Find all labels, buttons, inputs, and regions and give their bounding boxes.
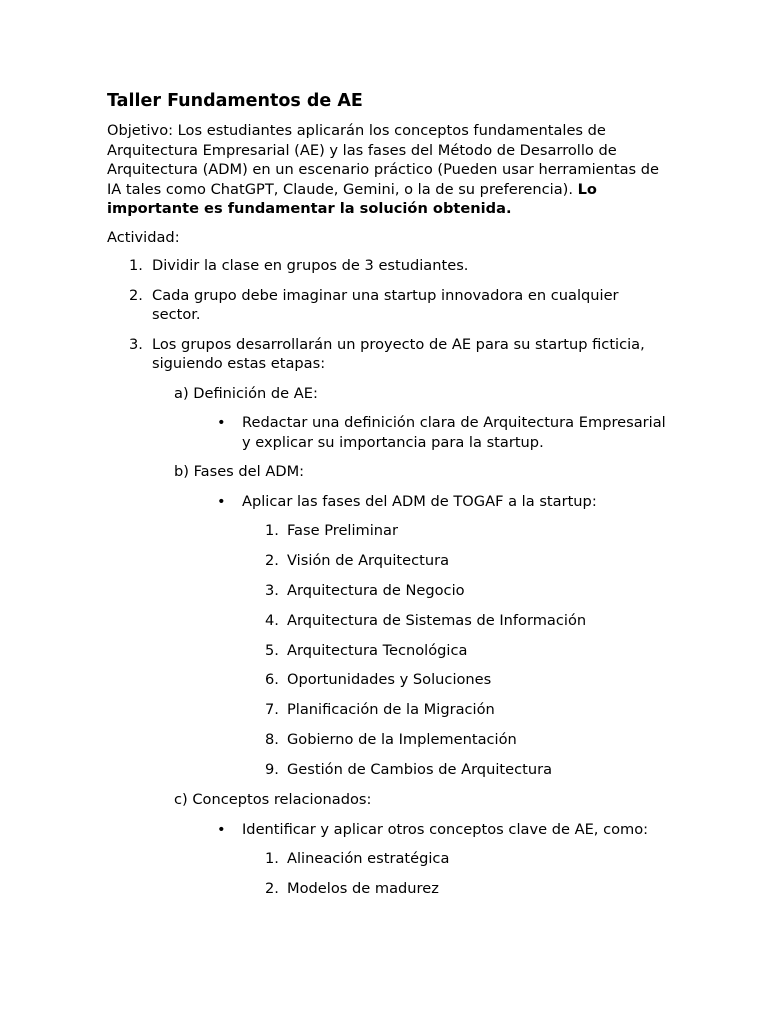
list-item-text: Oportunidades y Soluciones bbox=[287, 671, 492, 689]
list-item-text: Gobierno de la Implementación bbox=[287, 731, 517, 749]
list-item bbox=[107, 286, 668, 325]
list-item bbox=[265, 670, 668, 690]
list-item-text: Planificación de la Migración bbox=[287, 701, 495, 719]
list-item-text: Gestión de Cambios de Arquitectura bbox=[287, 761, 553, 779]
list-number: 2. bbox=[129, 286, 143, 304]
list-item-text: Alineación estratégica bbox=[287, 850, 450, 868]
list-item bbox=[107, 256, 668, 276]
list-item bbox=[265, 551, 668, 571]
list-number: 4. bbox=[265, 611, 279, 629]
list-item bbox=[107, 335, 668, 374]
bullet-item bbox=[174, 413, 668, 452]
list-item-text: Modelos de madurez bbox=[287, 879, 439, 897]
bullet-text: Identificar y aplicar otros conceptos clave de AE, como: bbox=[242, 820, 649, 838]
objective-paragraph bbox=[107, 121, 668, 219]
list-item-text: Arquitectura de Sistemas de Información bbox=[287, 611, 587, 629]
list-item-text: Arquitectura Tecnológica bbox=[287, 641, 468, 659]
bullet-text: Aplicar las fases del ADM de TOGAF a la startup: bbox=[242, 492, 597, 510]
list-number: 5. bbox=[265, 641, 279, 659]
objective-emphasis: Lo importante es fundamentar la solución obtenida. bbox=[107, 180, 597, 217]
list-item bbox=[265, 879, 668, 899]
list-item bbox=[265, 760, 668, 780]
activity-steps bbox=[107, 256, 668, 374]
bullet-icon: • bbox=[217, 492, 226, 510]
list-number: 8. bbox=[265, 731, 279, 749]
bullet-item bbox=[174, 820, 668, 840]
adm-phase-list bbox=[265, 521, 668, 780]
document-title: Taller Fundamentos de AE bbox=[107, 91, 363, 111]
list-item bbox=[265, 849, 668, 869]
list-number: 1. bbox=[265, 522, 279, 539]
list-item-text: Cada grupo debe imaginar una startup innovadora en cualquier sector. bbox=[152, 286, 619, 323]
section-c-heading: c) Conceptos relacionados: bbox=[174, 791, 372, 809]
list-item bbox=[265, 700, 668, 720]
list-number: 7. bbox=[265, 701, 279, 719]
bullet-text: Redactar una definición clara de Arquitectura Empresarial y explicar su importancia para la startup. bbox=[242, 414, 666, 451]
list-item bbox=[265, 521, 668, 541]
list-item bbox=[265, 730, 668, 750]
section-b-heading: b) Fases del ADM: bbox=[174, 463, 305, 480]
bullet-item bbox=[174, 492, 668, 512]
list-item-text: Los grupos desarrollarán un proyecto de AE para su startup ficticia, siguiendo estas etapas: bbox=[152, 335, 645, 372]
list-number: 2. bbox=[265, 551, 279, 569]
list-item bbox=[265, 581, 668, 601]
objective-text: Objetivo: Los estudiantes aplicarán los conceptos fundamentales de Arquitectura Empresarial (AE) y las fases del Método de Desarrollo de Arquitectura (ADM) en un escenario práctico (Pueden usar herramientas de IA tales como ChatGPT, Claude, Gemini, o la de su preferencia). bbox=[107, 122, 660, 198]
list-item-text: Fase Preliminar bbox=[287, 522, 398, 539]
list-item bbox=[265, 611, 668, 631]
list-item bbox=[265, 641, 668, 661]
activity-label: Actividad: bbox=[107, 228, 180, 246]
list-item-text: Dividir la clase en grupos de 3 estudiantes. bbox=[152, 257, 469, 274]
bullet-icon: • bbox=[217, 820, 226, 838]
list-number: 9. bbox=[265, 761, 279, 779]
list-number: 3. bbox=[265, 581, 279, 599]
list-item-text: Arquitectura de Negocio bbox=[287, 581, 465, 599]
list-number: 1. bbox=[129, 257, 143, 274]
list-number: 2. bbox=[265, 879, 279, 897]
section-a-heading: a) Definición de AE: bbox=[174, 384, 318, 402]
list-item-text: Visión de Arquitectura bbox=[287, 551, 450, 569]
list-number: 6. bbox=[265, 671, 279, 689]
list-number: 3. bbox=[129, 335, 143, 353]
bullet-icon: • bbox=[217, 414, 226, 431]
concept-list bbox=[265, 849, 668, 898]
list-number: 1. bbox=[265, 850, 279, 868]
